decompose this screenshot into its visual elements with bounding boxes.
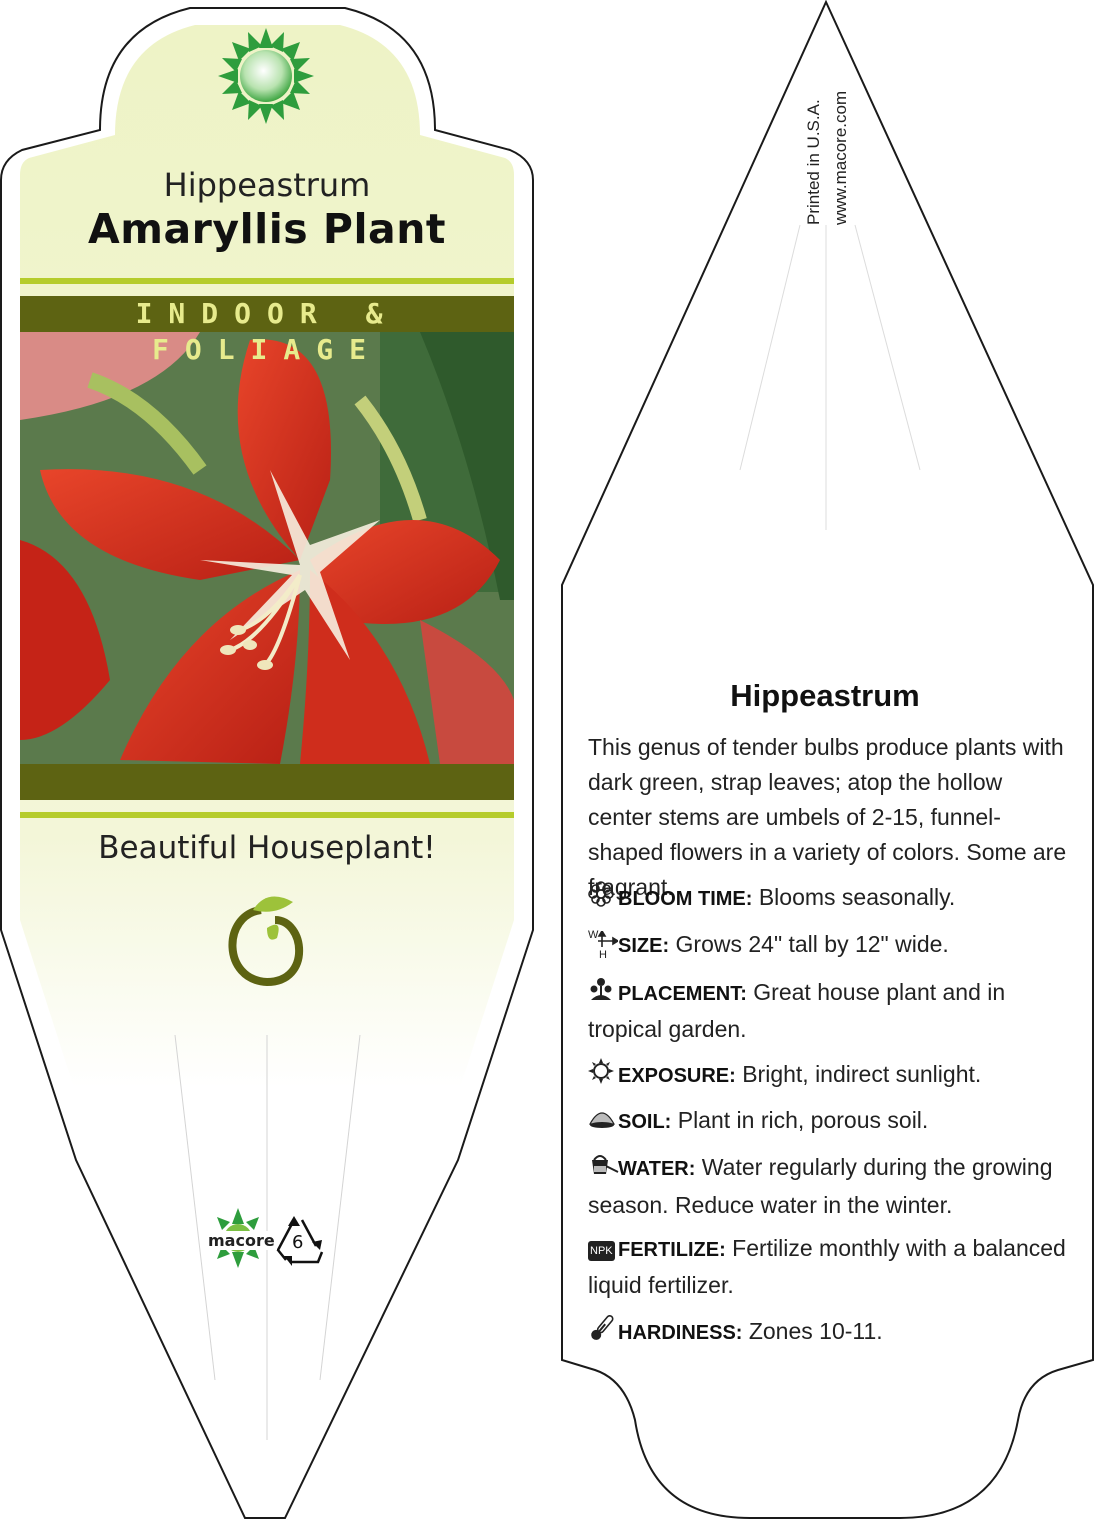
back-title: Hippeastrum xyxy=(730,678,920,713)
attr-fertilize xyxy=(588,1231,1068,1303)
sun-icon xyxy=(588,1058,618,1094)
attr-exposure xyxy=(588,1057,1068,1094)
exposure-label: EXPOSURE: xyxy=(618,1065,736,1087)
description: This genus of tender bulbs produce plants with dark green, strap leaves; atop the hollow center stems are umbels of 2-15, funnel-shaped flowers in a variety of colors. Some are fragrant. xyxy=(588,734,1067,900)
attr-size xyxy=(588,927,1068,964)
brand-name: macore xyxy=(208,1231,275,1250)
website-text: www.macore.com xyxy=(831,90,850,225)
soil-icon xyxy=(588,1104,618,1140)
hardiness-value: Zones 10-11. xyxy=(748,1318,883,1345)
genus-title: Hippeastrum xyxy=(163,166,371,204)
soil-label: SOIL: xyxy=(618,1111,672,1133)
placement-label: PLACEMENT: xyxy=(618,983,747,1005)
bloom-time-value: Blooms seasonally. xyxy=(758,884,956,910)
amaryllis-photo xyxy=(20,332,514,764)
attr-soil xyxy=(588,1103,1068,1140)
fertilize-value: Fertilize monthly with a balanced liquid fertilizer. xyxy=(588,1235,1066,1298)
size-value: Grows 24" tall by 12" wide. xyxy=(675,931,949,957)
photo-footer-bar xyxy=(20,764,514,800)
thermometer-icon xyxy=(588,1313,618,1353)
soil-value: Plant in rich, porous soil. xyxy=(677,1107,929,1133)
placement-value: Great house plant and in tropical garden. xyxy=(588,979,1006,1042)
npk-text: NPK xyxy=(588,1241,615,1261)
size-h-letter: H xyxy=(599,948,607,961)
category-banner: INDOOR & FOLIAGE xyxy=(20,296,514,332)
top-band xyxy=(20,278,514,284)
placement-icon xyxy=(588,976,618,1012)
bottom-band xyxy=(20,812,514,818)
printed-in-text: Printed in U.S.A. xyxy=(804,99,823,225)
bloom-time-label: BLOOM TIME: xyxy=(618,888,753,910)
water-value: Water regularly during the growing season. Reduce water in the winter. xyxy=(588,1154,1053,1218)
flower-icon xyxy=(588,881,618,917)
sun-logo-icon xyxy=(218,28,314,124)
hardiness-label: HARDINESS: xyxy=(618,1322,743,1345)
size-w-letter: W xyxy=(588,928,599,941)
attr-placement xyxy=(588,975,1068,1047)
recycle-number: 6 xyxy=(292,1232,304,1253)
size-label: SIZE: xyxy=(618,935,670,957)
npk-icon xyxy=(588,1232,618,1267)
attr-water xyxy=(588,1150,1068,1223)
exposure-value: Bright, indirect sunlight. xyxy=(742,1061,982,1087)
size-arrows-icon xyxy=(588,928,618,961)
attr-hardiness xyxy=(588,1313,1068,1353)
print-info xyxy=(800,65,860,225)
watering-can-icon xyxy=(588,1150,618,1188)
fertilize-label: FERTILIZE: xyxy=(618,1239,726,1261)
common-name-title: Amaryllis Plant xyxy=(88,205,446,253)
water-label: WATER: xyxy=(618,1158,696,1181)
attr-bloom-time xyxy=(588,880,1068,917)
tagline: Beautiful Houseplant! xyxy=(98,830,436,866)
